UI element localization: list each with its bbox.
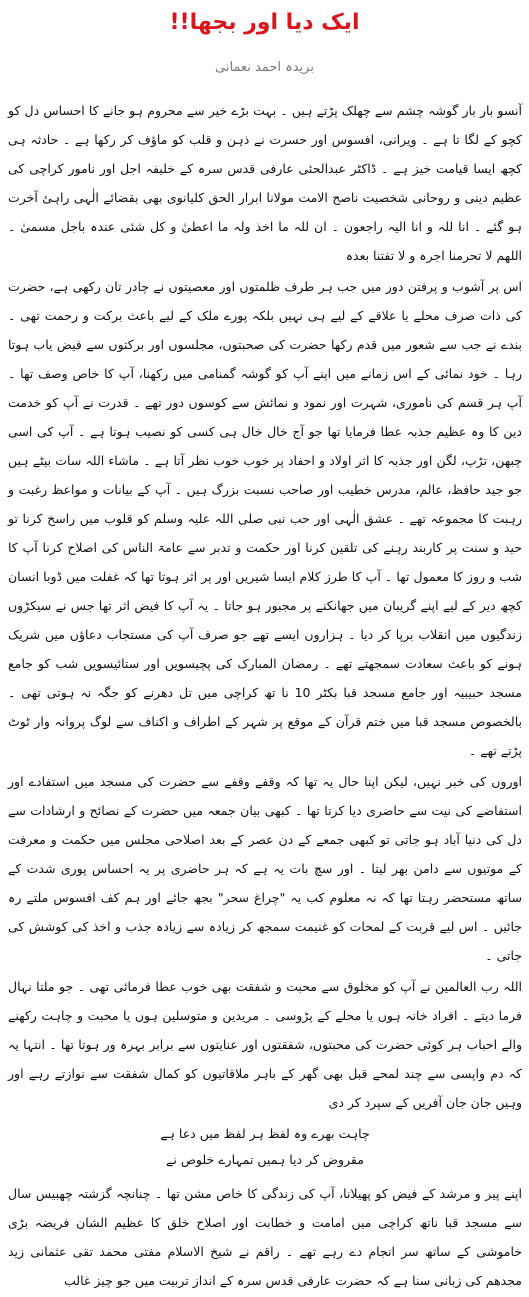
article-title: ایک دیا اور بجھا!!	[169, 10, 360, 35]
verse-line: مقروض کر دیا ہمیں تمہارے خلوص نے	[166, 1152, 364, 1167]
article-author: بریدہ احمد نعمانی	[215, 60, 314, 75]
verse	[8, 1121, 522, 1173]
verse-line: چاہت بھرے وہ لفظ ہر لفظ میں دعا ہے	[160, 1126, 370, 1141]
paragraph: اوروں کی خبر نہیں، لیکن اپنا حال یہ تھا کہ وقفے وقفے سے حضرت کی مسجد میں استفادے اور استفاضے کی نیت سے حاضری دیا کرتا تھا ۔ کبھی بیان جمعہ میں حضرت کے نصائح و ارشادات سے دل کی دنیا آباد ہو جاتی تو کبھی جمعے کے دن عصر کے بعد اصلاحی مجلس میں حکمت و معرفت کے موتیوں سے دامن بھر لیتا ۔ اور سچ بات یہ ہے کہ ہر حاضری پر یہ احساس پوری شدت کے ساتھ مستحضر رہتا تھا کہ نہ معلوم کب یہ "چراغ سحر" بجھ جائے اور ہم کف افسوس ملتے رہ جائیں ۔ اس لیے قربت کے لمحات کو غنیمت سمجھ کر زیادہ سے زیادہ جذب و اخذ کی کوشش کی جاتی ۔	[8, 774, 522, 963]
paragraph: اپنے پیر و مرشد کے فیض کو پھیلانا، آپ کی زندگی کا خاص مشن تھا ۔ چنانچہ گزشتہ چھبیس سال سے مسجد قبا ناتھ کراچی میں امامت و خطابت اور اصلاح خلق کا عظیم الشان فریضہ بڑی خاموشی کے ساتھ سر انجام دے رہے تھے ۔ راقم نے شیخ الاسلام مفتی محمد تقی عثمانی زید مجدھم کی زبانی سنا ہے کہ حضرت عارفی قدس سرہ کے انداز تربیت میں جو چیز غالب	[8, 1186, 522, 1288]
paragraph: اللہ رب العالمین نے آپ کو مخلوق سے محبت و شفقت بھی خوب عطا فرمائی تھی ۔ جو ملتا نہال فرما دیتے ۔ افراد خانہ ہوں یا محلے کے پڑوسی ۔ مریدین و متوسلین ہوں یا محبت و چاہت رکھنے والے احباب ہر کوئی حضرت کی محبتوں، شفقتوں اور عنایتوں سے برابر بہرہ ور ہوتا تھا ۔ انتہا یہ کہ دم واپسی سے چند لمحے قبل بھی گھر کے باہر ملاقاتیوں کو کمال شفقت سے نوازتے رہے اور وہیں جان جان آفریں کے سپرد کر دی	[8, 979, 522, 1110]
paragraph: اس پر آشوب و پرفتن دور میں جب ہر طرف ظلمتوں اور معصیتوں نے چادر تان رکھی ہے، حضرت کی ذات صرف محلے یا علاقے کے لیے ہی نہیں بلکہ پورے ملک کے لیے باعث برکت و رحمت تھی ۔ بندے نے جب سے شعور میں قدم رکھا حضرت کی صحبتوں، مجلسوں اور برکتوں سے فیض یاب ہوتا رہا ۔ خود نمائی کے اس زمانے میں اپنے آپ کو گوشہ گمنامی میں رکھنا، آپ کا خاص وصف تھا ۔ آپ ہر قسم کی ناموری، شہرت اور نمود و نمائش سے کوسوں دور تھے ۔ قدرت نے آپ کو خدمت دین کا وہ عظیم جذبہ عطا فرمایا تھا جو آج خال خال ہی کسی کو نصیب ہوتا ہے ۔ آپ کی اسی چبھن، تڑپ، لگن اور جذبہ کا اثر اولاد و احفاد پر خوب خوب نظر آتا ہے ۔ ماشاء اللہ سات بیٹے ہیں جو جید حافظ، عالم، مدرس خطیب اور صاحب نسبت بزرگ ہیں ۔ آپ کے بیانات و مواعظ رغبت و رہبت کا مجموعہ تھے ۔ عشق الٰہی اور حب نبی صلی اللہ علیہ وسلم کو قلوب میں راسخ کرنا تو حید و سنت پر کاربند رہنے کی تلقین کرنا اور حکمت و تدبر سے عامۃ الناس کی اصلاح کرنا آپ کا شب و روز کا معمول تھا ۔ آپ کا طرز کلام ایسا شیریں اور پر اثر ہوتا تھا کہ غفلت میں ڈوبا انسان کچھ دیر کے لیے اپنے گریبان میں جھانکنے پر مجبور ہو جاتا ۔ یہ آپ کا فیض اثر تھا جس نے سیکڑوں زندگیوں میں انقلاب برپا کر دیا ۔ ہزاروں ایسے تھے جو صرف آپ کی مستجاب دعاؤں میں شریک ہونے کو باعث سعادت سمجھتے تھے ۔ رمضان المبارک کی پچیسویں اور ستائیسویں شب کو جامع مسجد حبیبیہ اور جامع مسجد قبا بکٹر 10 نا تھ کراچی میں تل دھرنے کو جگہ نہ ہوتی تھی ۔ بالخصوص مسجد قبا میں ختم قرآن کے موقع پر شہر کے اطراف و اکناف سے لوگ پروانہ وار ٹوٹ پڑتے تھے ۔	[8, 279, 522, 758]
article-body	[8, 96, 522, 1297]
paragraph: آنسو بار بار گوشہ چشم سے چھلک پڑتے ہیں ۔ بہت بڑے خیر سے محروم ہو جانے کا احساس دل کو کچو کے لگا تا ہے ۔ ویرانی، افسوس اور حسرت نے ذہن و قلب کو ماؤف کر رکھا ہے ۔ حادثہ ہی کچھ ایسا قیامت خیز ہے ۔ ڈاکٹر عبدالحئی عارفی قدس سرہ کے خلیفہ اجل اور نامور کراچی کی عظیم دینی و روحانی شخصیت ناصح الامت مولانا ابرار الحق کلیانوی بھی بقضائے الٰہی راہئ آخرت ہو گئے ۔ انا للہ و انا الیہ راجعون ۔ ان للہ ما اخذ ولہ ما اعطیٰ و کل شئی عندہ باجل مسمیٰ ۔ اللھم لا تحرمنا اجرہ و لا تفتنا بعدہ	[8, 103, 522, 263]
